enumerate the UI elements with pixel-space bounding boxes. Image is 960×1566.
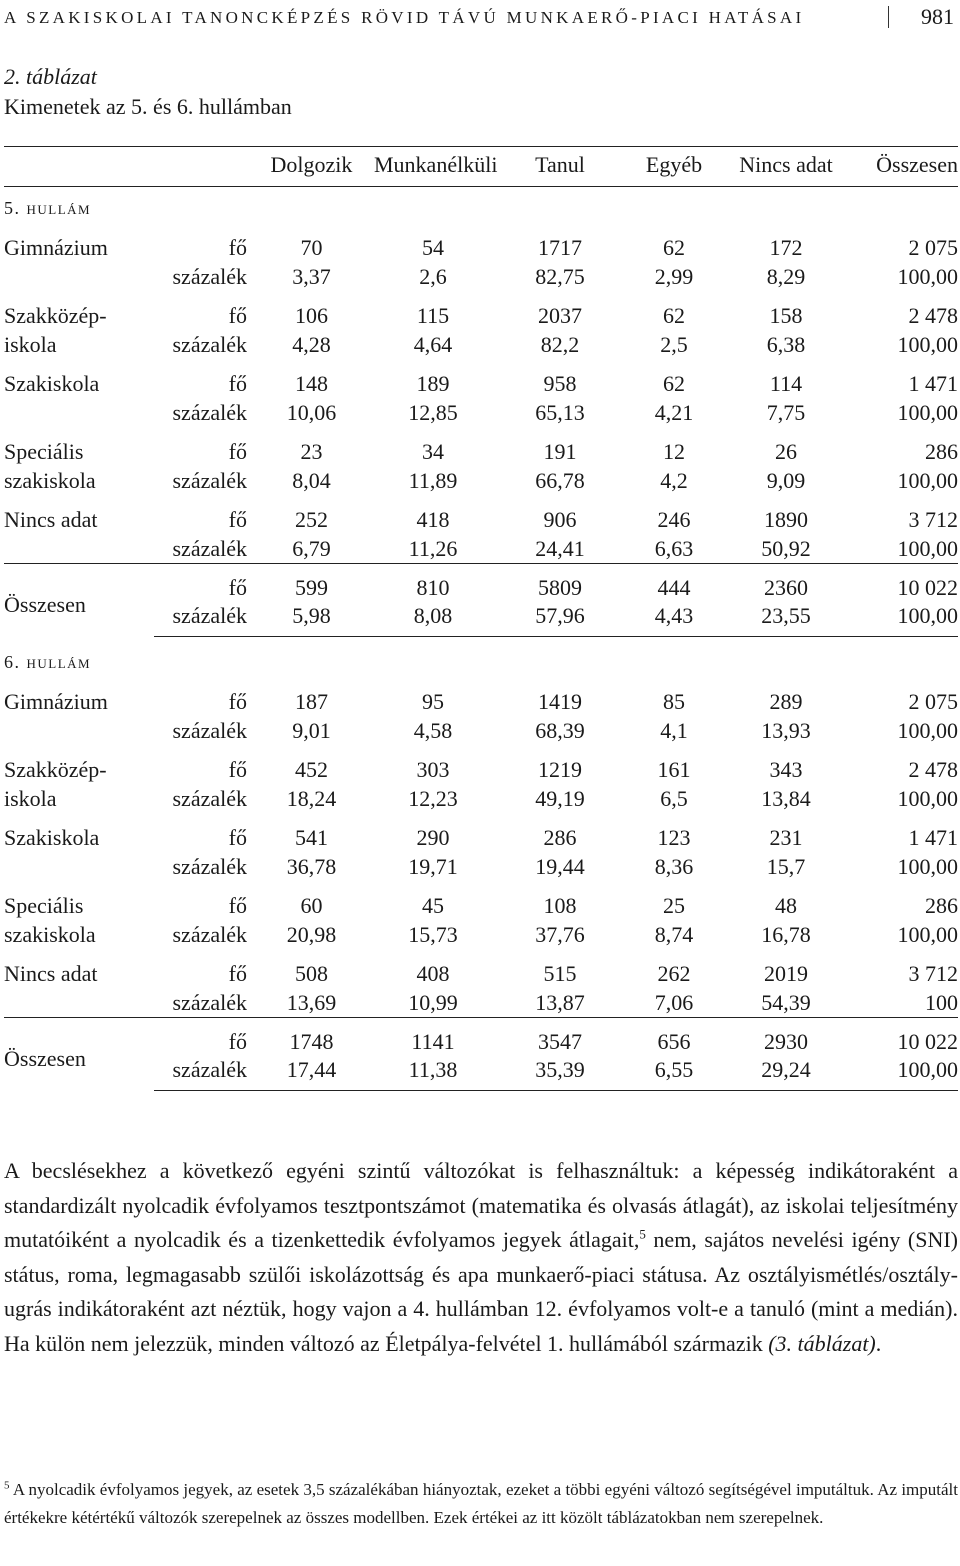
table-cell: 3 712 [908,961,958,986]
table-cell: 54,39 [761,990,811,1015]
table-cell: 16,78 [761,922,811,947]
row-group-label [4,852,154,881]
column-header: Összesen [876,152,958,177]
total-label: Összesen [4,1018,154,1091]
row-measure-label: százalék [172,990,247,1015]
table-cell: 66,78 [535,468,585,493]
table-cell: 12,85 [408,400,458,425]
table-cell: 100,00 [897,468,958,493]
table-cell: 100,00 [897,922,958,947]
table-cell: 810 [374,564,492,603]
column-header: Dolgozik [270,152,353,177]
column-header: Egyéb [645,152,703,177]
table-cell: 100,00 [897,854,958,879]
column-header: Tanul [535,152,585,177]
table-cell: 252 [295,507,328,532]
table-cell: 108 [543,893,577,918]
table-cell: 13,84 [761,786,811,811]
row-measure-label: fő [228,757,247,782]
table-cell: 172 [769,235,803,260]
running-header [4,4,956,32]
table-cell: 18,24 [286,786,337,811]
table-cell: 10,06 [286,400,337,425]
table-cell: 444 [628,564,720,603]
table-cell: 2 478 [908,303,958,328]
table-cell: 408 [416,961,450,986]
row-measure-label: fő [228,961,247,986]
table-cell: 656 [628,1018,720,1057]
table-cell: 8,36 [654,854,694,879]
column-header: Nincs adat [739,152,833,177]
spacer-row [4,745,958,755]
table-cell: 8,74 [654,922,694,947]
table-cell: 115 [416,303,450,328]
table-cell: 13,93 [761,718,811,743]
table-cell: 515 [543,961,577,986]
table-cell: 262 [657,961,691,986]
table-row [4,301,958,330]
paragraph-text: nem, sajátos nevelési igény (SNI) státus, roma, legmagasabb szülői iskolázottság és apa munkaerő-piaci státusa. Az osztályismétlés/osztályugrás indikátoraként azt néztük, hogy vajon a 4. hullámban 12. évfolyamos volt-e a tanuló (mint a medián). Ha külön nem jelezzük, minden változó az Életpálya-felvétel 1. hullámából származik [4,1227,958,1356]
table-row [4,369,958,398]
table-cell: 6,38 [766,332,806,357]
table-cell: 2,5 [660,332,688,357]
table-cell: 11,26 [408,536,458,561]
table-number: 2. táblázat [4,64,97,89]
table-cell: 100 [925,990,958,1015]
row-group-label: Speciális [4,893,84,918]
table-cell: 5809 [492,564,628,603]
table-cell: 37,76 [535,922,585,947]
outcomes-table [4,147,958,1091]
table-row [4,852,958,881]
table-row [4,716,958,745]
footnote-marker: 5 [4,1479,10,1492]
table-cell: 106 [295,303,328,328]
table-cell: 286 [925,893,958,918]
table-cell: 62 [663,371,685,396]
table-cell: 17,44 [249,1056,374,1091]
row-measure-label: fő [154,1018,249,1057]
row-measure-label: százalék [172,400,247,425]
spacer-cell [4,495,958,505]
table-reference: (3. táblázat) [768,1330,876,1356]
table-cell: 100,00 [852,602,958,637]
table-cell: 10 022 [852,1018,958,1057]
spacer-row [4,291,958,301]
table-cell: 12,23 [408,786,458,811]
table-cell: 158 [769,303,803,328]
table-cell: 1748 [249,1018,374,1057]
row-measure-label: százalék [172,468,247,493]
row-measure-label: százalék [154,1056,249,1091]
spacer-cell [4,745,958,755]
table-cell: 4,64 [413,332,453,357]
table-caption [4,62,292,122]
table-cell: 4,21 [654,400,694,425]
row-group-label: Nincs adat [4,961,98,986]
table-cell: 8,04 [292,468,331,493]
table-cell: 6,55 [628,1056,720,1091]
row-measure-label: százalék [172,786,247,811]
table-row [4,437,958,466]
table-cell: 82,75 [535,264,585,289]
table-row [4,784,958,813]
table-cell: 289 [769,689,803,714]
table-cell: 29,24 [720,1056,852,1091]
table-cell: 25 [663,893,685,918]
table-cell: 49,19 [535,786,585,811]
table-cell: 20,98 [286,922,337,947]
table-cell: 10 022 [852,564,958,603]
table-cell: 68,39 [535,718,585,743]
table-row [4,920,958,949]
body-paragraph [4,1154,958,1362]
table-cell: 13,87 [535,990,585,1015]
table-cell: 906 [543,507,577,532]
table-cell: 1717 [538,235,582,260]
row-measure-label: százalék [172,332,247,357]
table-cell: 100,00 [897,332,958,357]
table-cell: 60 [300,893,323,918]
table-cell: 7,75 [766,400,806,425]
table-cell: 2037 [538,303,582,328]
table-cell: 65,13 [535,400,585,425]
row-group-label: szakiskola [4,468,96,493]
table-body [4,183,958,1091]
footnote-text: A nyolcadik évfolyamos jegyek, az esetek 3,5 százalékában hiányoztak, ezeket a többi egyéni változó segítségével imputáltuk. Az imputált értékekre kétértékű változók szerepelnek az összes modellben. Ezek értékei az itt közölt táblázatokban nem szerepelnek. [4,1480,958,1527]
table-cell: 6,5 [660,786,688,811]
table-row [4,330,958,359]
table-cell: 958 [543,371,577,396]
table-cell: 13,69 [286,990,337,1015]
table-cell: 35,39 [492,1056,628,1091]
table-cell: 161 [657,757,691,782]
table-row [4,466,958,495]
spacer-row [4,949,958,959]
table-row [4,233,958,262]
table-cell: 2930 [720,1018,852,1057]
table-cell: 100,00 [897,264,958,289]
table-cell: 34 [422,439,444,464]
spacer-cell [4,427,958,437]
table-cell: 343 [769,757,803,782]
table-row [4,398,958,427]
table-cell: 23,55 [720,602,852,637]
header-blank [154,147,249,183]
paragraph-text: A becslésekhez a következő egyéni szintű változókat is felhasználtuk: a képesség indikátoraként a standardizált nyolcadik évfolyamos tesztpontszámot (matematika és olvasás átlagát), az iskolai teljesítmény mutatóiként a nyolcadik és a tizenkettedik évfolyamos jegyek átlagait, [4,1158,958,1253]
total-label: Összesen [4,564,154,637]
wave-heading-row [4,637,958,688]
row-measure-label: fő [228,893,247,918]
table-cell: 1141 [374,1018,492,1057]
table-cell: 418 [416,507,450,532]
total-row [4,564,958,603]
table-cell: 599 [249,564,374,603]
spacer-cell [4,813,958,823]
row-group-label [4,716,154,745]
row-measure-label: fő [228,235,247,260]
table-cell: 452 [295,757,328,782]
table-cell: 2 075 [908,689,958,714]
table-cell: 100,00 [897,718,958,743]
row-measure-label: fő [228,689,247,714]
table-cell: 15,7 [766,854,806,879]
wave-heading: 5. hullám [4,198,92,218]
table-cell: 48 [775,893,797,918]
table-row [4,755,958,784]
table-cell: 50,92 [761,536,811,561]
row-group-label [4,534,154,564]
table-cell: 6,63 [654,536,694,561]
row-group-label [4,398,154,427]
row-group-label: Speciális [4,439,84,464]
row-group-label [4,262,154,291]
table-cell: 36,78 [286,854,337,879]
table-cell: 303 [416,757,450,782]
table-cell: 15,73 [408,922,458,947]
row-measure-label: fő [228,303,247,328]
table-cell: 2,6 [419,264,447,289]
table-cell: 8,08 [374,602,492,637]
row-measure-label: százalék [172,854,247,879]
table-cell: 2 075 [908,235,958,260]
table-cell: 189 [416,371,450,396]
table-row [4,262,958,291]
table-cell: 191 [543,439,577,464]
table-cell: 11,89 [408,468,458,493]
table-cell: 23 [300,439,323,464]
table-cell: 100,00 [852,1056,958,1091]
table-cell: 1890 [764,507,808,532]
table-cell: 85 [663,689,685,714]
table-cell: 9,09 [766,468,806,493]
spacer-cell [4,359,958,369]
table-cell: 9,01 [292,718,331,743]
table-cell: 2 478 [908,757,958,782]
table-cell: 8,29 [766,264,806,289]
page-number: 981 [921,4,954,29]
table-cell: 1419 [538,689,582,714]
table-cell: 187 [295,689,328,714]
table-row [4,823,958,852]
table-cell: 6,79 [292,536,331,561]
spacer-cell [4,881,958,891]
row-group-label: Szakközép- [4,303,107,328]
table-cell: 62 [663,303,685,328]
table-cell: 541 [295,825,328,850]
table-cell: 2,99 [654,264,694,289]
table-cell: 1 471 [908,825,958,850]
table-cell: 57,96 [492,602,628,637]
table-cell: 5,98 [249,602,374,637]
table-cell: 508 [295,961,328,986]
table-cell: 4,1 [660,718,688,743]
table-cell: 100,00 [897,786,958,811]
row-group-label: Gimnázium [4,689,108,714]
row-group-label [4,988,154,1018]
table-cell: 24,41 [535,536,585,561]
spacer-row [4,813,958,823]
table-cell: 123 [657,825,691,850]
spacer-cell [4,291,958,301]
spacer-row [4,427,958,437]
table-cell: 246 [657,507,691,532]
table-cell: 1219 [538,757,582,782]
table-cell: 26 [775,439,797,464]
row-group-label: Szakiskola [4,825,100,850]
table-cell: 4,43 [628,602,720,637]
spacer-row [4,359,958,369]
table-header-row [4,147,958,183]
header-divider [888,6,889,28]
wave-heading-row [4,183,958,233]
row-measure-label: százalék [172,922,247,947]
table-cell: 286 [925,439,958,464]
table-cell: 231 [769,825,803,850]
table-cell: 3,37 [292,264,331,289]
row-group-label: Szakközép- [4,757,107,782]
row-measure-label: fő [228,507,247,532]
table-title: Kimenetek az 5. és 6. hullámban [4,94,292,119]
row-measure-label: százalék [172,536,247,561]
table-cell: 2360 [720,564,852,603]
running-title: A SZAKISKOLAI TANONCKÉPZÉS RÖVID TÁVÚ MUNKAERŐ-PIACI HATÁSAI [4,8,805,27]
table-cell: 3 712 [908,507,958,532]
column-header: Munkanélküli [374,152,498,177]
row-measure-label: százalék [172,264,247,289]
table-row [4,891,958,920]
spacer-row [4,495,958,505]
row-measure-label: fő [154,564,249,603]
table-cell: 1 471 [908,371,958,396]
table-cell: 100,00 [897,536,958,561]
table-row [4,505,958,534]
table-row [4,988,958,1018]
table-cell: 3547 [492,1018,628,1057]
row-measure-label: fő [228,439,247,464]
table-cell: 10,99 [408,990,458,1015]
table-row [4,959,958,988]
table-cell: 11,38 [374,1056,492,1091]
table-cell: 12 [663,439,685,464]
table-cell: 290 [416,825,450,850]
table-cell: 19,71 [408,854,458,879]
table-cell: 114 [769,371,803,396]
row-measure-label: fő [228,371,247,396]
table-cell: 82,2 [540,332,580,357]
table-cell: 54 [422,235,444,260]
row-group-label: iskola [4,786,57,811]
table-cell: 4,2 [660,468,688,493]
total-row [4,1018,958,1057]
table-row [4,534,958,564]
table-cell: 62 [663,235,685,260]
wave-heading: 6. hullám [4,652,92,672]
table-cell: 2019 [764,961,808,986]
row-group-label: szakiskola [4,922,96,947]
table-cell: 100,00 [897,400,958,425]
paragraph-end: . [875,1330,882,1356]
spacer-row [4,881,958,891]
table-cell: 7,06 [654,990,694,1015]
table-cell: 70 [300,235,323,260]
row-group-label: iskola [4,332,57,357]
table-cell: 45 [422,893,444,918]
table-cell: 286 [543,825,577,850]
row-group-label: Gimnázium [4,235,108,260]
row-group-label: Szakiskola [4,371,100,396]
row-measure-label: fő [228,825,247,850]
table-cell: 4,28 [292,332,331,357]
table-row [4,687,958,716]
header-blank [4,147,154,183]
table-cell: 148 [295,371,328,396]
row-measure-label: százalék [172,718,247,743]
spacer-cell [4,949,958,959]
row-group-label: Nincs adat [4,507,98,532]
footnote-reference: 5 [639,1226,646,1242]
table-cell: 4,58 [413,718,453,743]
row-measure-label: százalék [154,602,249,637]
table-cell: 19,44 [535,854,585,879]
footnote [4,1476,958,1531]
table-cell: 95 [422,689,444,714]
